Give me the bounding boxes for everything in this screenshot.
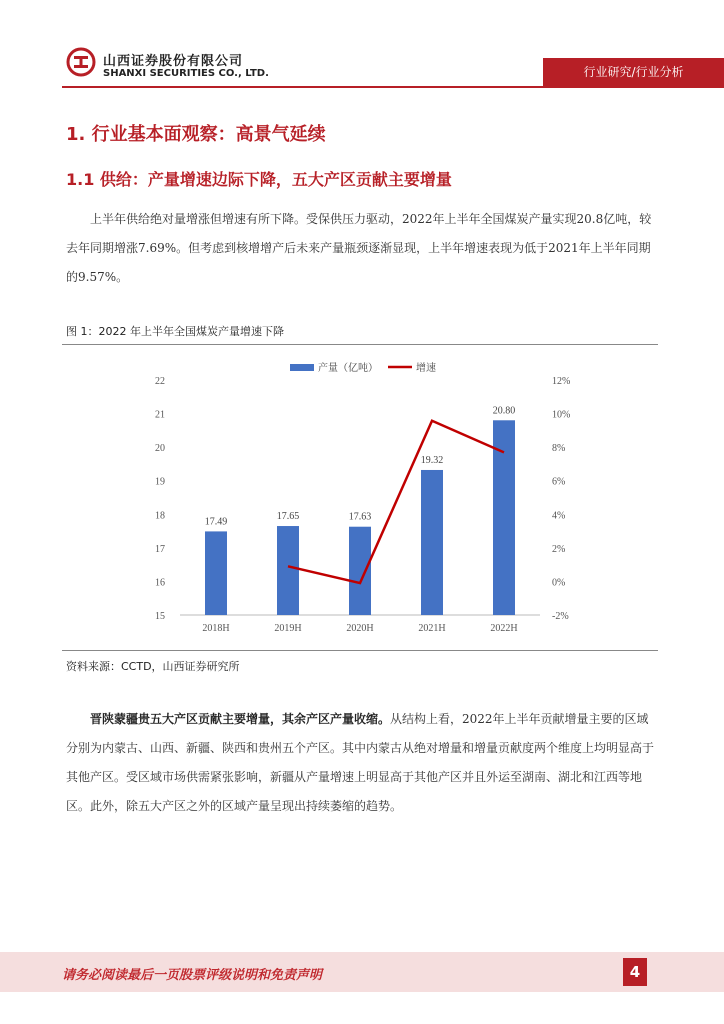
right-tick-label: 12%	[552, 376, 571, 387]
right-tick-label: 8%	[552, 443, 566, 455]
company-name-en: SHANXI SECURITIES CO., LTD.	[103, 68, 269, 79]
bar-value-label: 17.63	[348, 511, 372, 523]
figure-bottom-rule	[62, 650, 658, 651]
right-tick-label: -2%	[552, 611, 569, 622]
figure-title: 图 1：2022 年上半年全国煤炭产量增速下降	[66, 325, 284, 338]
x-tick-label: 2021H	[418, 623, 446, 634]
figure-source: 资料来源：CCTD，山西证券研究所	[66, 660, 240, 673]
right-tick-label: 2%	[552, 543, 566, 555]
company-logo-icon	[66, 47, 96, 77]
right-tick-label: 4%	[552, 510, 566, 522]
figure-top-rule	[62, 344, 658, 345]
structure-lead: 晋陕蒙疆贵五大产区贡献主要增量，其余产区产量收缩。	[90, 712, 391, 726]
left-tick-label: 19	[155, 476, 165, 488]
page-header	[0, 0, 724, 92]
bar-value-labels	[205, 405, 516, 527]
x-tick-label: 2018H	[202, 623, 230, 634]
right-tick-label: 0%	[552, 577, 566, 589]
structure-body: 从结构上看，2022年上半年贡献增量主要的区域分别为内蒙古、山西、新疆、陕西和贵州五个产区。其中内蒙古从绝对增量和增量贡献度两个维度上均明显高于其他产区。受区域市场供需紧张影响，新疆从产量增速上明显高于其他产区并且外运至湖南、湖北和江西等地区。此外，除五大产区之外的区域产量呈现出持续萎缩的趋势。	[66, 712, 655, 813]
header-divider	[62, 86, 724, 88]
legend-line-label: 增速	[416, 363, 436, 374]
right-tick-label: 6%	[552, 476, 566, 488]
x-tick-label: 2022H	[490, 623, 518, 634]
output-bar	[349, 527, 371, 615]
left-tick-label: 22	[155, 376, 165, 387]
bar-value-label: 17.49	[204, 516, 228, 528]
chart-legend	[290, 361, 436, 374]
bar-value-label: 17.65	[276, 511, 300, 523]
x-tick-label: 2019H	[274, 623, 302, 634]
bar-value-label: 19.32	[420, 454, 444, 466]
output-bar	[421, 470, 443, 615]
page-footer	[0, 952, 724, 992]
x-tick-label: 2020H	[346, 623, 374, 634]
structure-paragraph	[66, 705, 658, 821]
coal-output-chart	[140, 350, 580, 645]
right-tick-label: 10%	[552, 409, 571, 421]
page-number: 4	[623, 958, 647, 986]
right-axis-ticks	[552, 376, 570, 622]
bar-value-label: 20.80	[492, 405, 516, 417]
left-axis-ticks	[155, 376, 165, 622]
left-tick-label: 16	[155, 577, 165, 589]
left-tick-label: 15	[155, 611, 165, 622]
subsection-heading: 1.1 供给：产量增速边际下降，五大产区贡献主要增量	[66, 170, 452, 189]
section-heading: 1. 行业基本面观察：高景气延续	[66, 124, 326, 145]
output-bar	[277, 526, 299, 615]
output-bar	[205, 531, 227, 615]
report-category-tag: 行业研究/行业分析	[543, 58, 724, 86]
supply-paragraph: 上半年供给绝对量增涨但增速有所下降。受保供压力驱动，2022年上半年全国煤炭产量实现20.8亿吨，较去年同期增涨7.69%。但考虑到核增增产后未来产量瓶颈逐渐显现，上半年增速表现为低于2021年上半年同期的9.57%。	[66, 212, 652, 284]
left-tick-label: 18	[155, 510, 165, 522]
legend-bar-label: 产量（亿吨）	[318, 363, 378, 374]
growth-rate-line	[288, 421, 504, 583]
left-tick-label: 20	[155, 443, 165, 455]
left-tick-label: 17	[155, 543, 165, 555]
x-axis-labels	[202, 623, 517, 634]
left-tick-label: 21	[155, 409, 165, 421]
legend-bar-swatch	[290, 364, 314, 371]
disclaimer-link[interactable]: 请务必阅读最后一页股票评级说明和免责声明	[62, 968, 323, 983]
company-name-cn: 山西证券股份有限公司	[103, 54, 244, 69]
